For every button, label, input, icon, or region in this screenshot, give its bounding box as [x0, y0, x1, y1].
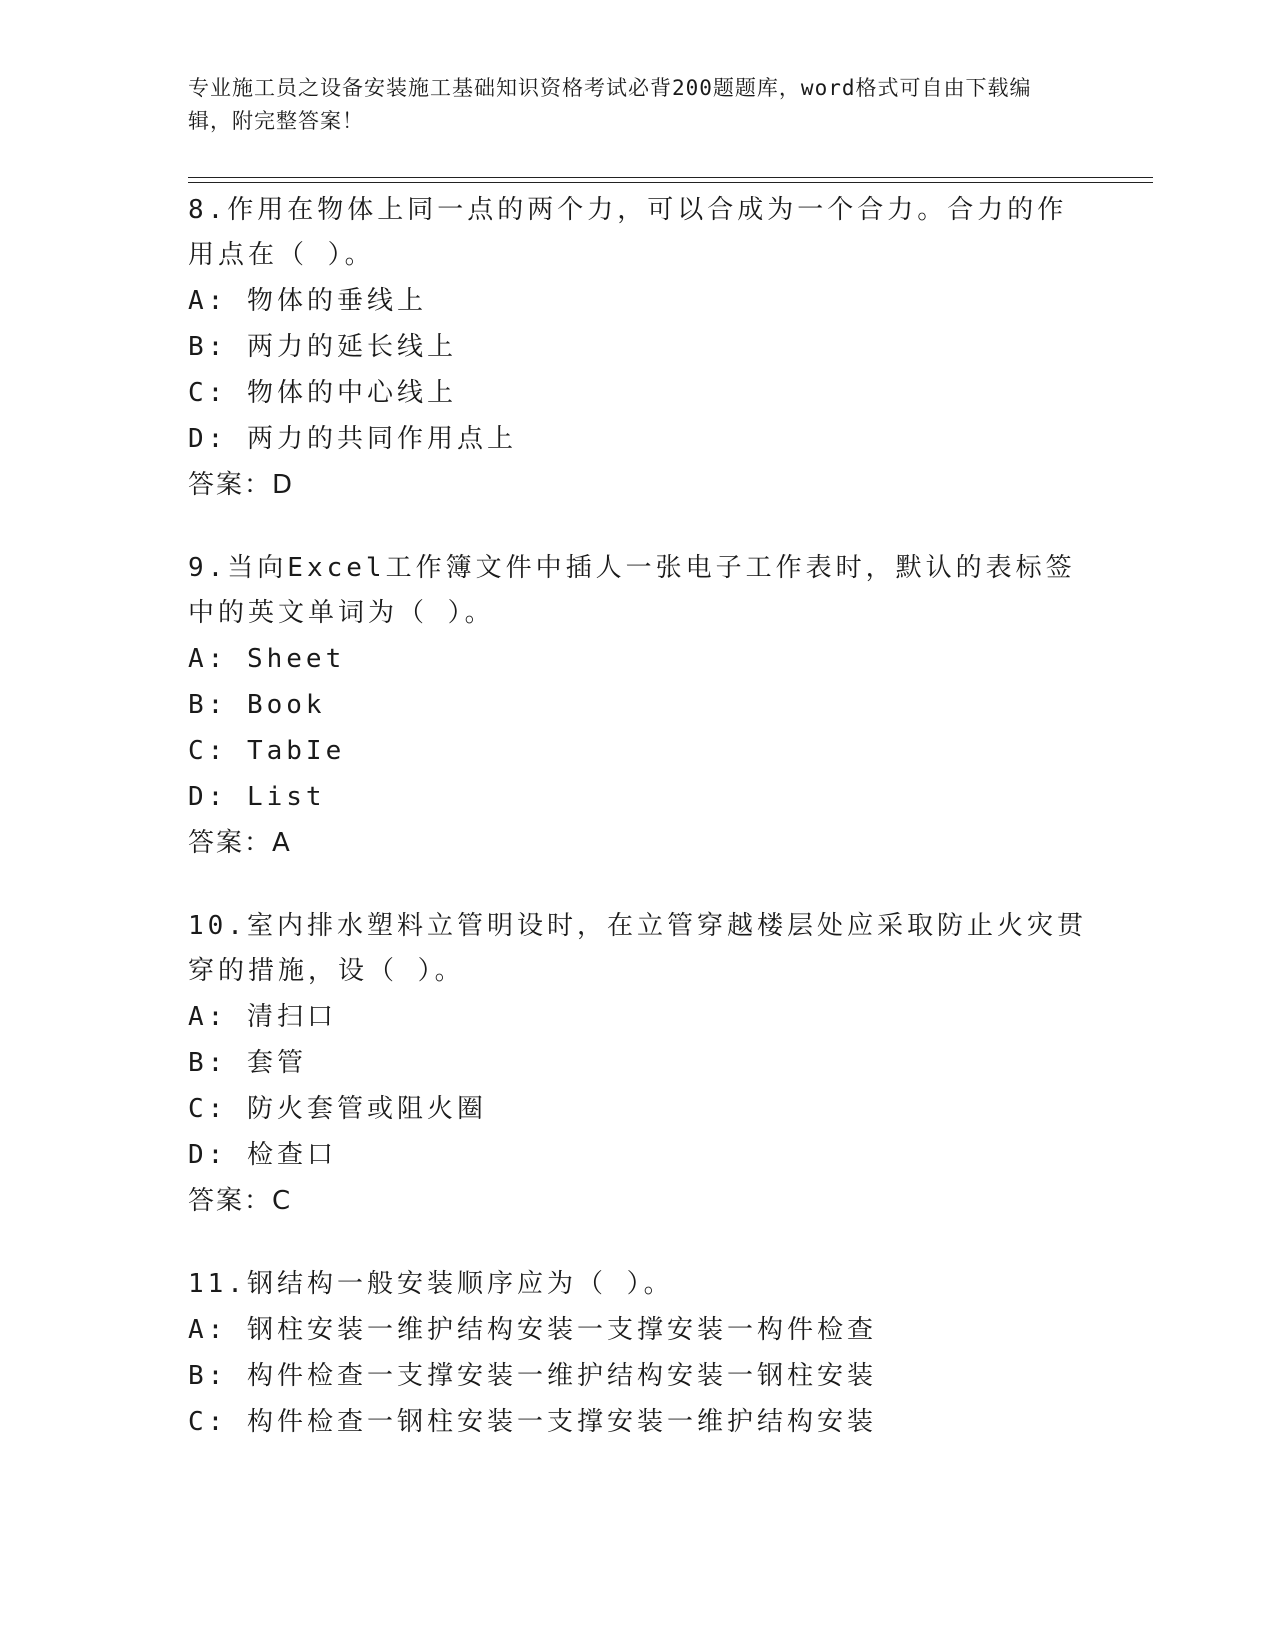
question-text: 10.室内排水塑料立管明设时，在立管穿越楼层处应采取防止火灾贯穿的措施，设（ ）。 [188, 911, 1087, 986]
option-b: B: 构件检查一支撑安装一维护结构安装一钢柱安装 [188, 1361, 877, 1391]
question-11 [188, 1262, 1088, 1445]
question-9 [188, 546, 1088, 866]
option-c: C: 物体的中心线上 [188, 378, 457, 408]
option-d: D: List [188, 782, 326, 812]
option-b: B: 套管 [188, 1048, 307, 1078]
option-a: A: Sheet [188, 644, 346, 674]
answer-line: 答案：C [188, 1186, 293, 1216]
option-a: A: 物体的垂线上 [188, 286, 427, 316]
option-b: B: 两力的延长线上 [188, 332, 457, 362]
option-d: D: 两力的共同作用点上 [188, 424, 517, 454]
header-rule-top [188, 177, 1153, 178]
option-a: A: 清扫口 [188, 1002, 337, 1032]
option-c: C: 防火套管或阻火圈 [188, 1094, 487, 1124]
header-rule-bottom [188, 182, 1153, 183]
option-b: B: Book [188, 690, 326, 720]
question-text: 8.作用在物体上同一点的两个力，可以合成为一个合力。合力的作用点在（ ）。 [188, 195, 1068, 270]
answer-line: 答案：A [188, 828, 292, 858]
question-text: 9.当向Excel工作簿文件中插人一张电子工作表时，默认的表标签中的英文单词为（ ）。 [188, 553, 1076, 628]
question-8 [188, 188, 1088, 508]
question-text: 11.钢结构一般安装顺序应为（ ）。 [188, 1269, 674, 1299]
option-c: C: 构件检查一钢柱安装一支撑安装一维护结构安装 [188, 1407, 877, 1437]
document-header: 专业施工员之设备安装施工基础知识资格考试必背200题题库，word格式可自由下载编辑，附完整答案！ [188, 76, 1032, 133]
question-list [188, 188, 1088, 1483]
option-c: C: TabIe [188, 736, 346, 766]
option-d: D: 检查口 [188, 1140, 337, 1170]
question-10 [188, 904, 1088, 1224]
option-a: A: 钢柱安装一维护结构安装一支撑安装一构件检查 [188, 1315, 877, 1345]
answer-line: 答案：D [188, 470, 295, 500]
